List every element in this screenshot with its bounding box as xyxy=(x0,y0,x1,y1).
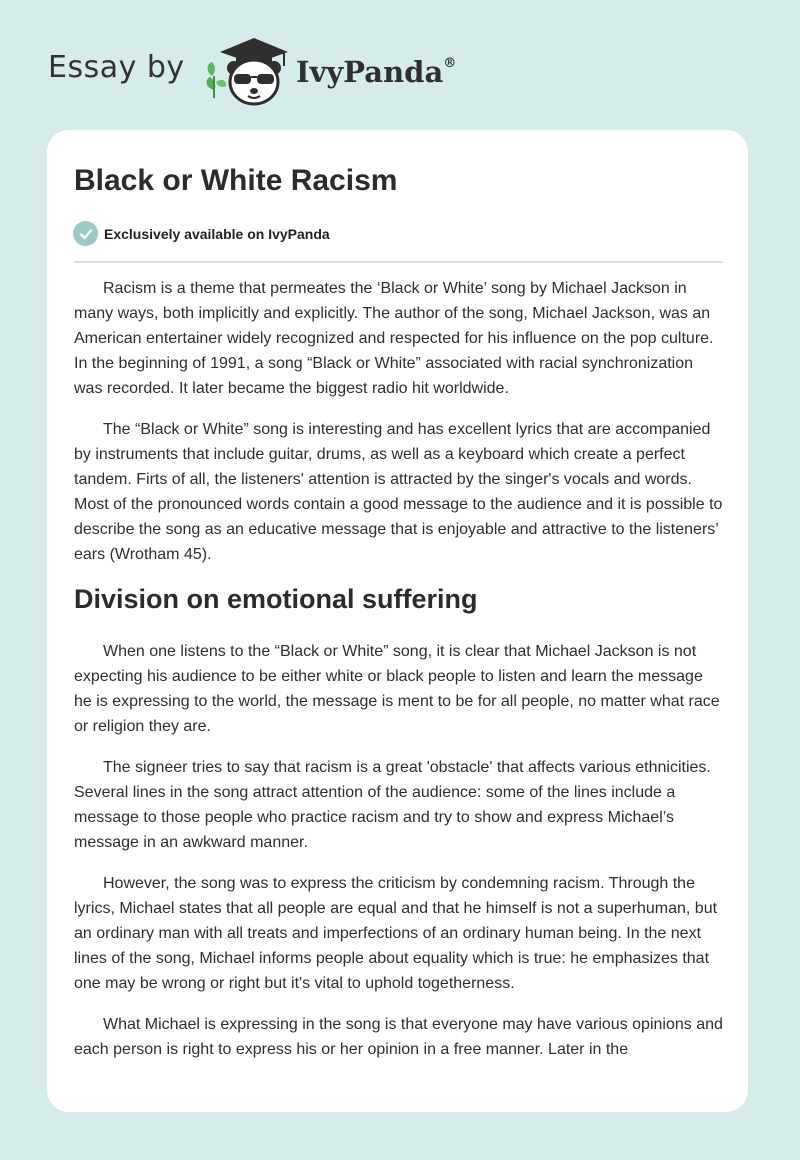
ivypanda-logo-icon[interactable] xyxy=(200,36,292,108)
paragraph: Racism is a theme that permeates the ‘Black or White’ song by Michael Jackson in many ways, both implicitly and explicitly. The author of the song, Michael Jackson, was an American entertainer widely recognized and respected for his influence on the pop culture. In the beginning of 1991, a song “Black or White” associated with racial synchronization was recorded. It later became the biggest radio hit worldwide. xyxy=(74,280,714,397)
essay-card xyxy=(47,130,748,1112)
paragraph: When one listens to the “Black or White” song, it is clear that Michael Jackson is not expecting his audience to be either white or black people to listen and learn the message he is expressing to the world, the message is ment to be for all people, no matter what race or religion they are. xyxy=(74,643,720,735)
paragraph: The “Black or White” song is interesting and has excellent lyrics that are accompanied by instruments that include guitar, drums, as well as a keyboard which create a perfect tandem. Firts of all, the listeners' attention is attracted by the singer's vocals and words. Most of the pronounced words contain a good message to the audience and it is possible to describe the song as an educative message that is enjoyable and attractive to the listeners’ ears (Wrotham 45). xyxy=(74,421,723,563)
paragraph: The signeer tries to say that racism is a great 'obstacle' that affects various ethnicities. Several lines in the song attract attention of the audience: some of the lines include a message to those people who practice racism and try to show and express Michael’s message in an awkward manner. xyxy=(74,759,711,851)
brand-name[interactable] xyxy=(296,55,456,89)
badge-text: Exclusively available on IvyPanda xyxy=(104,225,330,242)
exclusive-badge xyxy=(73,221,330,246)
section-heading: Division on emotional suffering xyxy=(74,584,478,614)
check-circle-icon xyxy=(73,221,98,246)
paragraph: What Michael is expressing in the song is that everyone may have various opinions and each person is right to express his or her opinion in a free manner. Later in the xyxy=(74,1016,723,1058)
registered-mark: ® xyxy=(443,56,457,72)
divider xyxy=(74,261,723,263)
site-header xyxy=(0,0,800,130)
essay-by-label: Essay by xyxy=(48,50,185,85)
paragraph: However, the song was to express the criticism by condemning racism. Through the lyrics, Michael states that all people are equal and that he himself is not a superhuman, but an ordinary man with all treats and imperfections of an ordinary human being. In the next lines of the song, Michael informs people about equality which is true: he emphasizes that one may be wrong or right but it's vital to uphold togetherness. xyxy=(74,875,718,992)
article-body xyxy=(74,276,724,1078)
page-title: Black or White Racism xyxy=(74,164,398,197)
brand-name-text: IvyPanda xyxy=(296,55,444,89)
